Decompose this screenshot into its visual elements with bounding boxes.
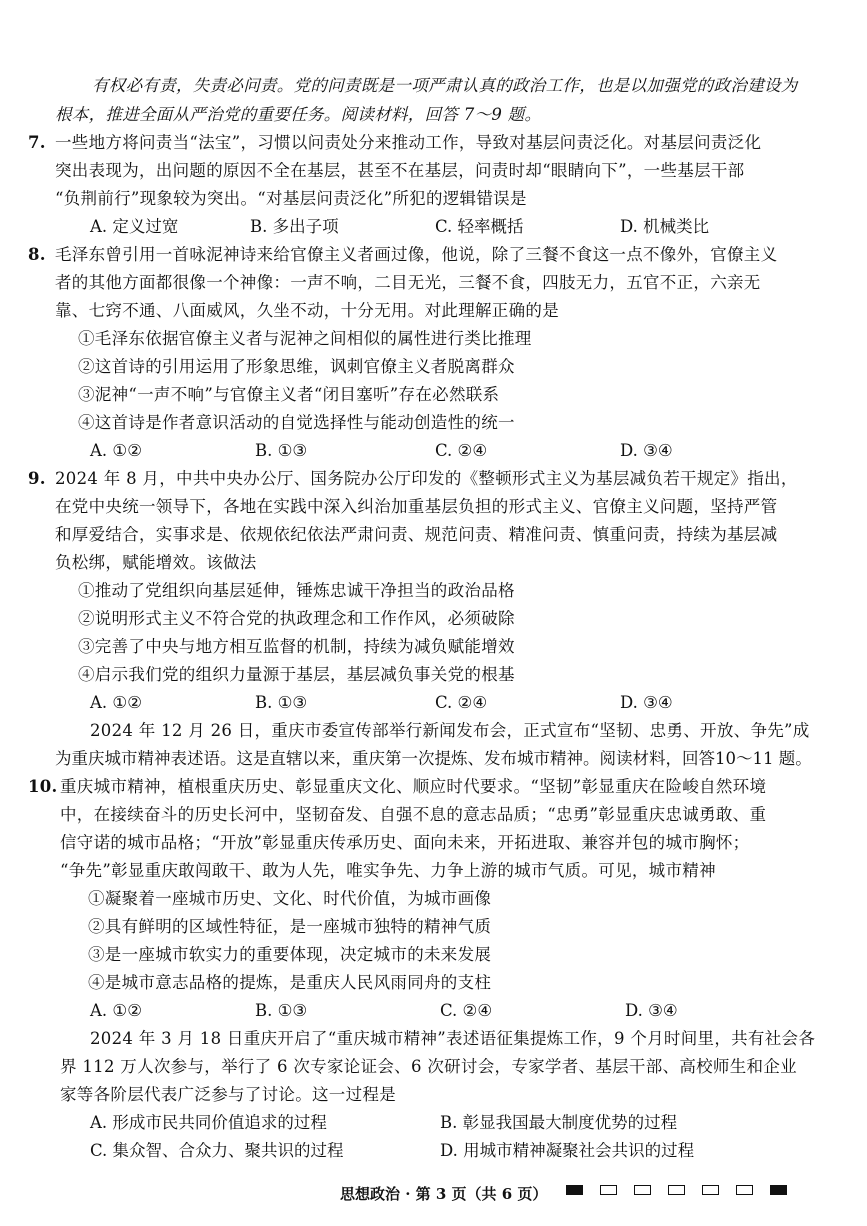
alignment-mark-6 — [736, 1185, 753, 1195]
q9-number: 9. — [28, 469, 46, 488]
q10-option-c[interactable]: C. ②④ — [440, 1001, 493, 1020]
q8-line-3: 靠、七窍不通、八面威风，久坐不动，十分无用。对此理解正确的是 — [55, 301, 559, 320]
q9-item-3: ③完善了中央与地方相互监督的机制，持续为减负赋能增效 — [78, 637, 515, 656]
q9-item-2: ②说明形式主义不符合党的执政理念和工作作风，必须破除 — [78, 609, 515, 628]
q10-option-a[interactable]: A. ①② — [90, 1001, 142, 1020]
q10-line-4: “争先”彰显重庆敢闯敢干、敢为人先，唯实争先、力争上游的城市气质。可见，城市精神 — [60, 861, 716, 880]
intro-2-line-1: 2024 年 12 月 26 日，重庆市委宣传部举行新闻发布会，正式宣布“坚韧、忠勇、开放、争先”成 — [90, 721, 810, 740]
q7-option-a[interactable]: A. 定义过宽 — [90, 217, 179, 236]
q8-number: 8. — [28, 245, 46, 264]
q7-option-c[interactable]: C. 轻率概括 — [435, 217, 524, 236]
q9-line-3: 和厚爱结合，实事求是、依规依纪依法严肃问责、规范问责、精准问责、慎重问责，持续为基层减 — [55, 525, 778, 544]
q11-option-d[interactable]: D. 用城市精神凝聚社会共识的过程 — [440, 1141, 695, 1160]
q7-option-b[interactable]: B. 多出子项 — [250, 217, 339, 236]
q8-option-d[interactable]: D. ③④ — [620, 441, 673, 460]
q10-option-b[interactable]: B. ①③ — [255, 1001, 308, 1020]
intro-1-line-1: 有权必有责，失责必问责。党的问责既是一项严肃认真的政治工作，也是以加强党的政治建设为 — [92, 76, 798, 95]
q10-item-2: ②具有鲜明的区域性特征，是一座城市独特的精神气质 — [88, 917, 492, 936]
q9-line-2: 在党中央统一领导下，各地在实践中深入纠治加重基层负担的形式主义、官僚主义问题，坚持严管 — [55, 497, 778, 516]
alignment-mark-7 — [770, 1185, 787, 1195]
q8-item-2: ②这首诗的引用运用了形象思维，讽刺官僚主义者脱离群众 — [78, 357, 515, 376]
q10-line-1: 重庆城市精神，植根重庆历史、彰显重庆文化、顺应时代要求。“坚韧”彰显重庆在险峻自然环境 — [60, 777, 767, 796]
q8-line-1: 毛泽东曾引用一首咏泥神诗来给官僚主义者画过像，他说，除了三餐不食这一点不像外，官僚主义 — [55, 245, 778, 264]
q10-item-3: ③是一座城市软实力的重要体现，决定城市的未来发展 — [88, 945, 492, 964]
q10-option-d[interactable]: D. ③④ — [625, 1001, 678, 1020]
q9-option-b[interactable]: B. ①③ — [255, 693, 308, 712]
q7-line-3: “负荆前行”现象较为突出。“对基层问责泛化”所犯的逻辑错误是 — [55, 189, 527, 208]
q10-item-1: ①凝聚着一座城市历史、文化、时代价值，为城市画像 — [88, 889, 492, 908]
intro-1-line-2: 根本，推进全面从严治党的重要任务。阅读材料，回答 7～9 题。 — [55, 105, 542, 124]
q9-option-c[interactable]: C. ②④ — [435, 693, 488, 712]
q11-option-c[interactable]: C. 集众智、合众力、聚共识的过程 — [90, 1141, 344, 1160]
q7-line-1: 一些地方将问责当“法宝”，习惯以问责处分来推动工作，导致对基层问责泛化。对基层问责泛化 — [55, 133, 762, 152]
q8-option-b[interactable]: B. ①③ — [255, 441, 308, 460]
q11-line-3: 家等各阶层代表广泛参与了讨论。这一过程是 — [60, 1085, 396, 1104]
q8-item-4: ④这首诗是作者意识活动的自觉选择性与能动创造性的统一 — [78, 413, 515, 432]
page-footer: 思想政治 · 第 3 页（共 6 页） — [340, 1185, 548, 1203]
q7-line-2: 突出表现为，出问题的原因不全在基层，甚至不在基层，问责时却“眼睛向下”，一些基层干部 — [55, 161, 745, 180]
alignment-mark-4 — [668, 1185, 685, 1195]
q9-option-a[interactable]: A. ①② — [90, 693, 142, 712]
q8-item-3: ③泥神“一声不响”与官僚主义者“闭目塞听”存在必然联系 — [78, 385, 500, 404]
q7-option-d[interactable]: D. 机械类比 — [620, 217, 710, 236]
q11-option-a[interactable]: A. 形成市民共同价值追求的过程 — [90, 1113, 327, 1132]
q10-line-2: 中，在接续奋斗的历史长河中，坚韧奋发、自强不息的意志品质；“忠勇”彰显重庆忠诚勇敢、重 — [60, 805, 767, 824]
q9-line-1: 2024 年 8 月，中共中央办公厅、国务院办公厅印发的《整顿形式主义为基层减负若干规定》指出， — [55, 469, 798, 488]
alignment-mark-5 — [702, 1185, 719, 1195]
q9-line-4: 负松绑，赋能增效。该做法 — [55, 553, 257, 572]
alignment-mark-2 — [600, 1185, 617, 1195]
q8-line-2: 者的其他方面都很像一个神像：一声不响，二目无光，三餐不食，四肢无力，五官不正，六亲无 — [55, 273, 761, 292]
intro-2-line-2: 为重庆城市精神表述语。这是直辖以来，重庆第一次提炼、发布城市精神。阅读材料，回答10～11 题。 — [55, 749, 812, 768]
q8-item-1: ①毛泽东依据官僚主义者与泥神之间相似的属性进行类比推理 — [78, 329, 532, 348]
q10-line-3: 信守诺的城市品格；“开放”彰显重庆传承历史、面向未来，开拓进取、兼容并包的城市胸怀； — [60, 833, 750, 852]
alignment-mark-3 — [634, 1185, 651, 1195]
q10-number: 10. — [28, 777, 58, 796]
q11-line-1: 2024 年 3 月 18 日重庆开启了“重庆城市精神”表述语征集提炼工作，9 个月时间里，共有社会各 — [90, 1029, 816, 1048]
q10-item-4: ④是城市意志品格的提炼，是重庆人民风雨同舟的支柱 — [88, 973, 492, 992]
q9-item-4: ④启示我们党的组织力量源于基层，基层减负事关党的根基 — [78, 665, 515, 684]
q8-option-c[interactable]: C. ②④ — [435, 441, 488, 460]
q11-line-2: 界 112 万人次参与，举行了 6 次专家论证会、6 次研讨会，专家学者、基层干部、高校师生和企业 — [60, 1057, 797, 1076]
alignment-mark-1 — [566, 1185, 583, 1195]
q9-option-d[interactable]: D. ③④ — [620, 693, 673, 712]
q9-item-1: ①推动了党组织向基层延伸，锤炼忠诚干净担当的政治品格 — [78, 581, 515, 600]
q11-option-b[interactable]: B. 彰显我国最大制度优势的过程 — [440, 1113, 678, 1132]
q7-number: 7. — [28, 133, 46, 152]
q8-option-a[interactable]: A. ①② — [90, 441, 142, 460]
